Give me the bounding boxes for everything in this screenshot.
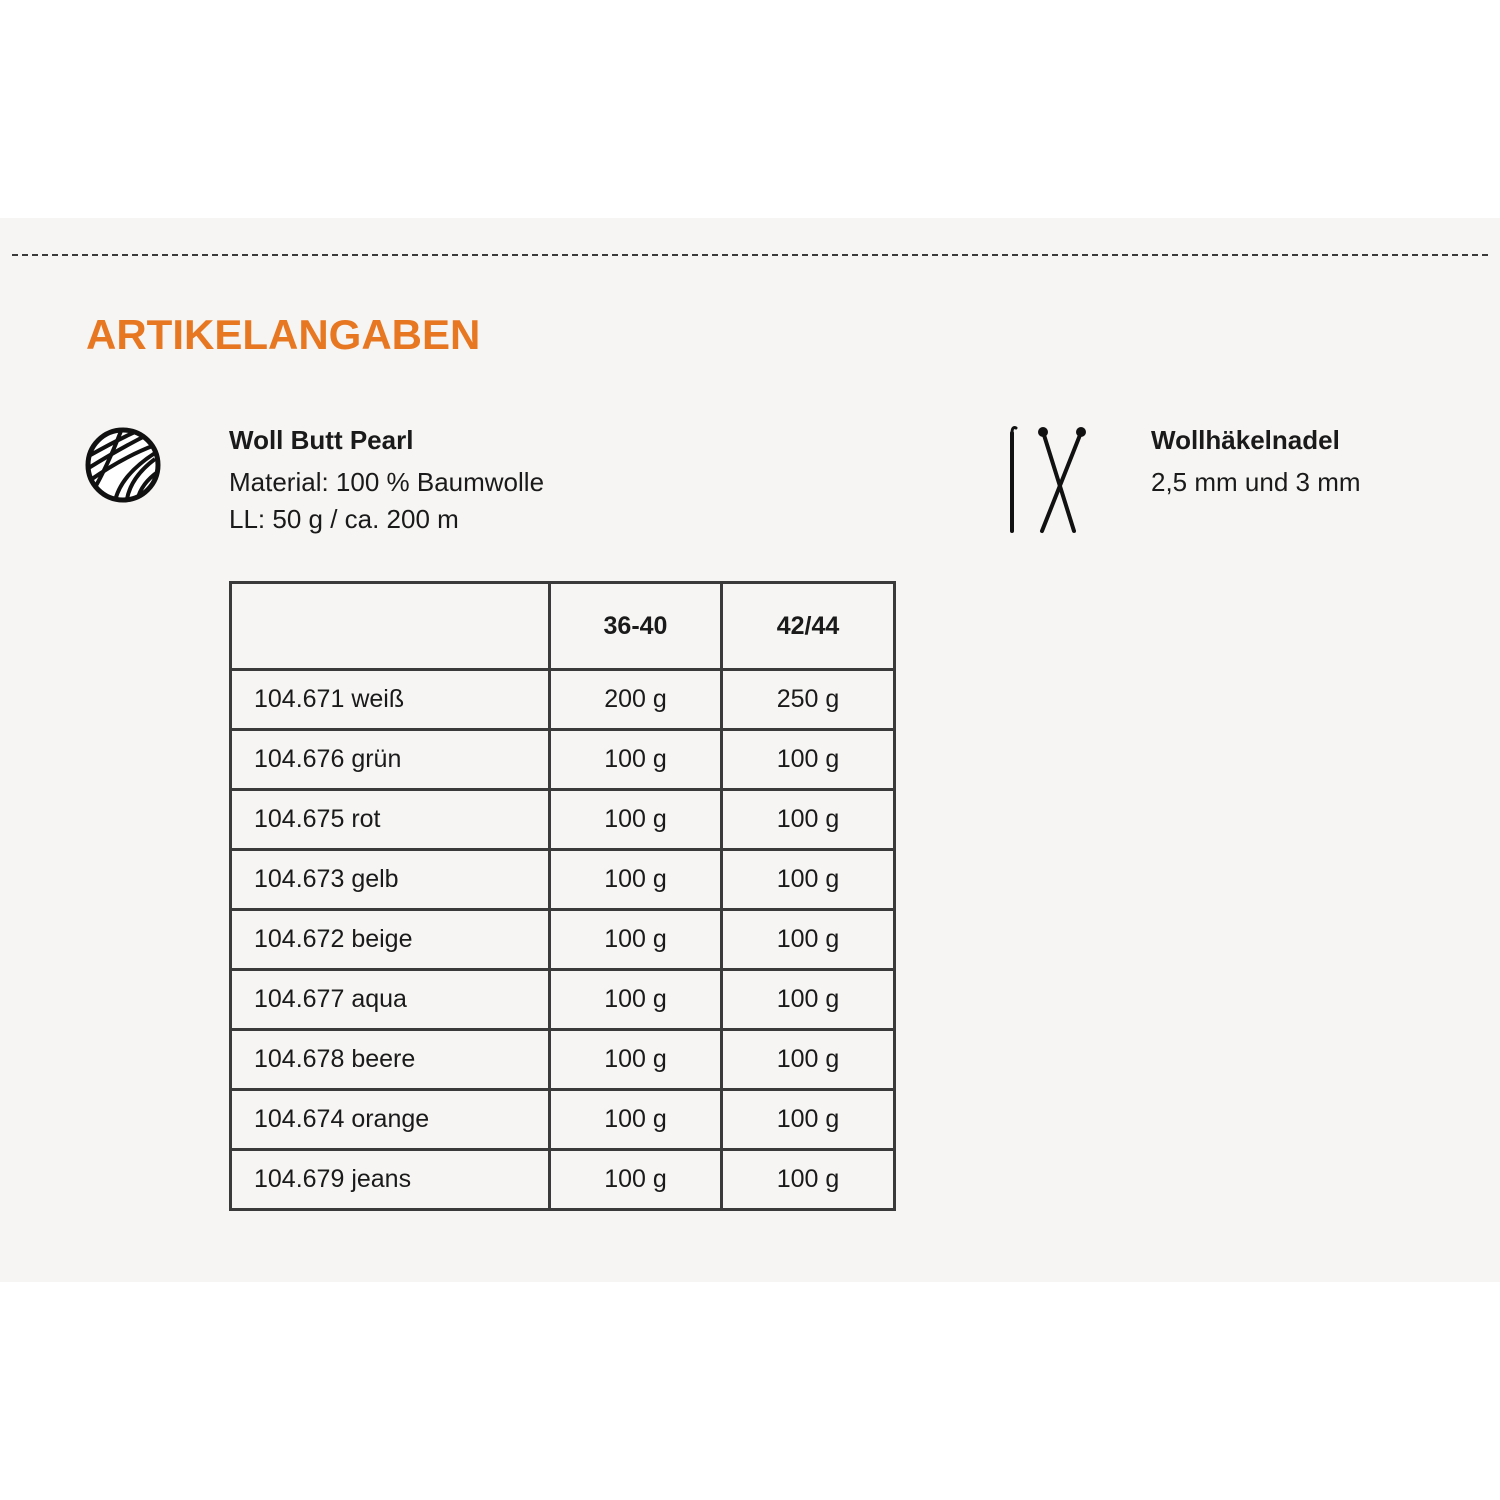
table-header-size-36-40: 36-40 (550, 583, 722, 670)
needle-name: Wollhäkelnadel (1151, 425, 1340, 455)
table-row (231, 970, 895, 1030)
qty-cell: 100 g (722, 1030, 895, 1090)
table-row (231, 850, 895, 910)
cut-line-divider (12, 254, 1488, 256)
yarn-material: Material: 100 % Baumwolle (229, 467, 545, 497)
qty-cell: 100 g (722, 790, 895, 850)
section-title: ARTIKELANGABEN (86, 311, 481, 358)
color-cell: 104.674 orange (231, 1090, 550, 1150)
qty-cell: 100 g (722, 1090, 895, 1150)
table-row (231, 1090, 895, 1150)
color-cell: 104.671 weiß (231, 670, 550, 730)
table-row (231, 670, 895, 730)
table-row (231, 730, 895, 790)
qty-cell: 100 g (722, 910, 895, 970)
qty-cell: 100 g (722, 850, 895, 910)
qty-cell: 100 g (550, 790, 722, 850)
table-row (231, 910, 895, 970)
color-cell: 104.672 beige (231, 910, 550, 970)
needle-sizes: 2,5 mm und 3 mm (1151, 467, 1361, 497)
table-header-row (231, 583, 895, 670)
color-cell: 104.677 aqua (231, 970, 550, 1030)
color-cell: 104.673 gelb (231, 850, 550, 910)
qty-cell: 100 g (550, 910, 722, 970)
qty-cell: 100 g (550, 1030, 722, 1090)
yarn-info (229, 422, 544, 538)
qty-cell: 100 g (722, 1150, 895, 1210)
color-cell: 104.675 rot (231, 790, 550, 850)
qty-cell: 200 g (550, 670, 722, 730)
yarn-ball-icon (85, 427, 161, 503)
table-row (231, 790, 895, 850)
color-cell: 104.676 grün (231, 730, 550, 790)
qty-cell: 100 g (722, 730, 895, 790)
table-header-color (231, 583, 550, 670)
qty-cell: 100 g (722, 970, 895, 1030)
knitting-needles-icon (1000, 423, 1088, 535)
table-header-size-42-44: 42/44 (722, 583, 895, 670)
yarn-quantity-table (229, 581, 896, 1211)
qty-cell: 100 g (550, 970, 722, 1030)
qty-cell: 250 g (722, 670, 895, 730)
qty-cell: 100 g (550, 850, 722, 910)
qty-cell: 100 g (550, 1090, 722, 1150)
needle-info (1151, 422, 1361, 501)
table-row (231, 1030, 895, 1090)
color-cell: 104.679 jeans (231, 1150, 550, 1210)
yarn-length: LL: 50 g / ca. 200 m (229, 504, 459, 534)
color-cell: 104.678 beere (231, 1030, 550, 1090)
yarn-name: Woll Butt Pearl (229, 425, 414, 455)
table-row (231, 1150, 895, 1210)
qty-cell: 100 g (550, 730, 722, 790)
qty-cell: 100 g (550, 1150, 722, 1210)
